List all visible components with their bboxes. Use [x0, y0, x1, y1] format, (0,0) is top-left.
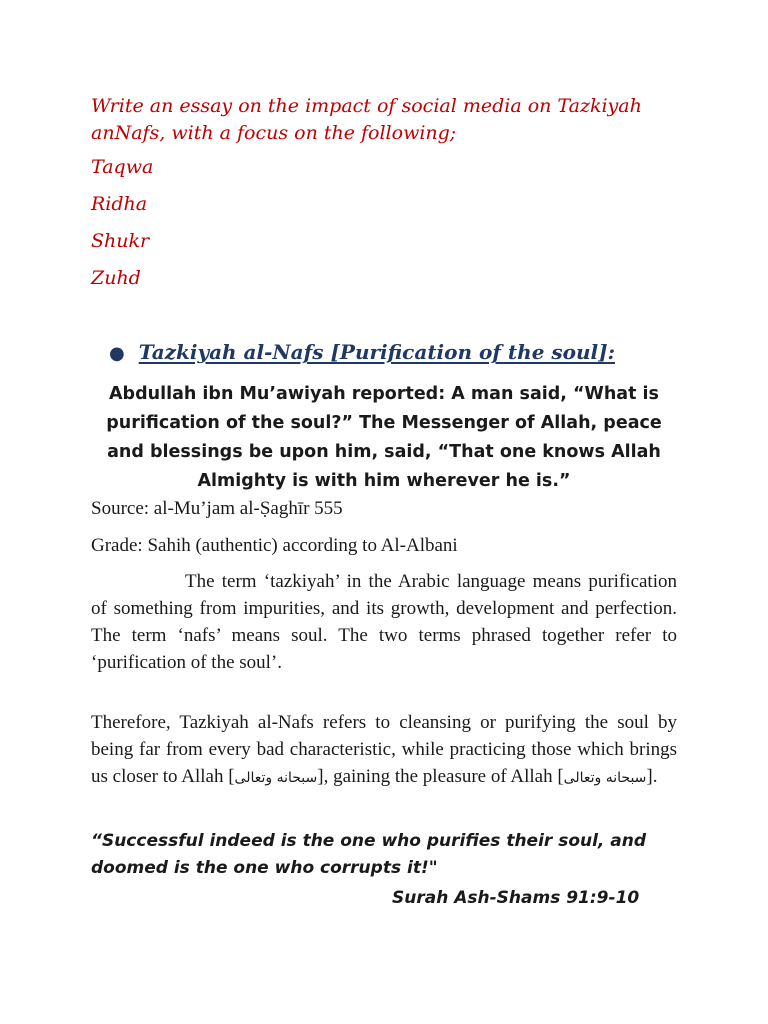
definition-paragraph: The term ‘tazkiyah’ in the Arabic language means purification of something from impurities, and its growth, development and perfection. The term ‘nafs’ means soul. The two terms phrased together refer to ‘purification of the soul’.	[91, 571, 677, 673]
topic-taqwa: Taqwa	[91, 156, 154, 178]
section-heading: Tazkiyah al-Nafs [Purification of the soul]:	[138, 340, 615, 364]
essay-prompt: Write an essay on the impact of social media on Tazkiyah anNafs, with a focus on the following;	[91, 95, 642, 144]
hadith-text: Abdullah ibn Mu’awiyah reported: A man said, “What is purification of the soul?” The Messenger of Allah, peace and blessings be upon him, said, “That one knows Allah Almighty is with him wherever he is.”	[106, 384, 662, 491]
topic-zuhd: Zuhd	[91, 267, 141, 289]
hadith-source: Source: al-Mu’jam al-Ṣaghīr 555	[91, 498, 343, 519]
meaning-paragraph	[91, 709, 677, 792]
topic-ridha: Ridha	[91, 193, 148, 215]
verse-reference: Surah Ash-Shams 91:9-10	[392, 888, 640, 908]
meaning-text-b: ], gaining the pleasure of Allah [	[317, 766, 564, 787]
arabic-phrase-1: سبحانه وتعالى	[234, 770, 318, 786]
meaning-text-a: Therefore, Tazkiyah al-Nafs refers to cleansing or purifying the soul by being far from every bad characteristic, while practicing those which brings us closer to Allah [	[91, 712, 677, 787]
bullet-icon: ●	[109, 343, 125, 364]
verse-quote: “Successful indeed is the one who purifies their soul, and doomed is the one who corrupts it!"	[91, 831, 647, 878]
arabic-phrase-2: سبحانه وتعالى	[563, 770, 647, 786]
meaning-text-c: ].	[646, 766, 658, 787]
topic-shukr: Shukr	[91, 230, 150, 252]
section-heading-row	[109, 340, 615, 364]
hadith-grade: Grade: Sahih (authentic) according to Al-Albani	[91, 535, 458, 556]
